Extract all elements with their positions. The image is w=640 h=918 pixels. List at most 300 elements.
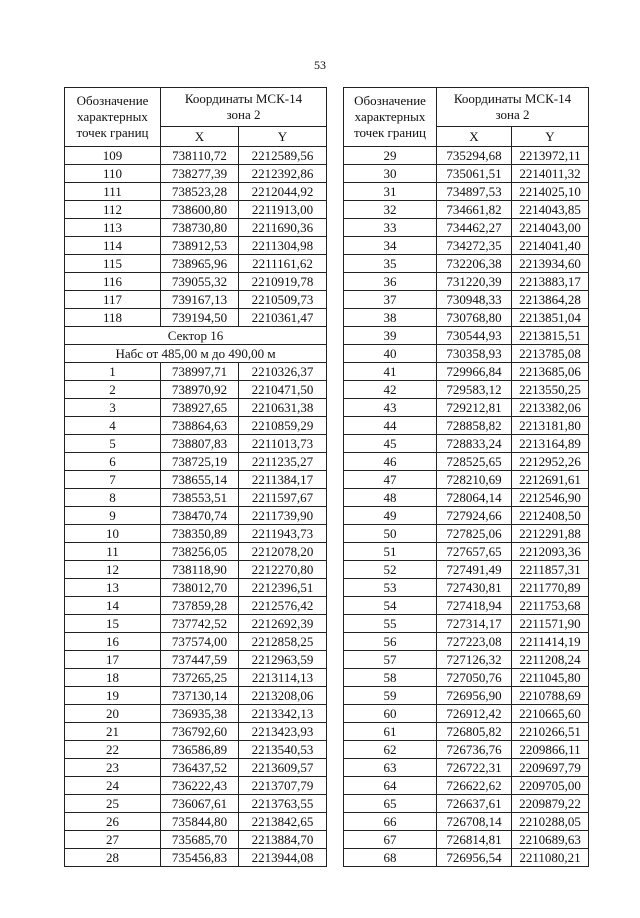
point-number: 36 [344, 273, 437, 291]
point-number: 43 [344, 399, 437, 417]
point-number: 42 [344, 381, 437, 399]
header-point-designation: Обозначение характерных точек границ [344, 88, 437, 147]
table-row [65, 165, 327, 183]
table-row [65, 597, 327, 615]
point-number: 47 [344, 471, 437, 489]
coord-y: 2213883,17 [512, 273, 589, 291]
table-row [65, 507, 327, 525]
table-row [65, 741, 327, 759]
sector-title-row [65, 327, 327, 345]
table-row [344, 345, 589, 363]
coord-y: 2214011,32 [512, 165, 589, 183]
point-number: 60 [344, 705, 437, 723]
table-row [344, 507, 589, 525]
point-number: 21 [65, 723, 161, 741]
coord-y: 2210471,50 [239, 381, 327, 399]
coord-y: 2214041,40 [512, 237, 589, 255]
point-number: 61 [344, 723, 437, 741]
coord-x: 729212,81 [437, 399, 512, 417]
point-number: 14 [65, 597, 161, 615]
coord-x: 738012,70 [161, 579, 239, 597]
coord-x: 726722,31 [437, 759, 512, 777]
point-number: 44 [344, 417, 437, 435]
coord-y: 2210266,51 [512, 723, 589, 741]
table-row [65, 705, 327, 723]
table-row [65, 651, 327, 669]
coord-y: 2210689,63 [512, 831, 589, 849]
point-number: 15 [65, 615, 161, 633]
point-number: 51 [344, 543, 437, 561]
table-row [344, 543, 589, 561]
coord-y: 2211045,80 [512, 669, 589, 687]
coord-y: 2212392,86 [239, 165, 327, 183]
coord-y: 2212396,51 [239, 579, 327, 597]
coord-x: 727223,08 [437, 633, 512, 651]
table-row [65, 183, 327, 201]
coord-x: 737859,28 [161, 597, 239, 615]
table-row [65, 759, 327, 777]
table-row [65, 291, 327, 309]
coord-x: 738864,63 [161, 417, 239, 435]
coord-y: 2214043,00 [512, 219, 589, 237]
header-x: X [161, 127, 239, 147]
table-row [344, 489, 589, 507]
coord-y: 2212952,26 [512, 453, 589, 471]
coord-y: 2209705,00 [512, 777, 589, 795]
coord-x: 736586,89 [161, 741, 239, 759]
point-number: 22 [65, 741, 161, 759]
coord-y: 2213851,04 [512, 309, 589, 327]
coord-x: 732206,38 [437, 255, 512, 273]
coord-y: 2213540,53 [239, 741, 327, 759]
point-number: 109 [65, 147, 161, 165]
coord-y: 2210665,60 [512, 705, 589, 723]
coord-y: 2209866,11 [512, 741, 589, 759]
coord-x: 730768,80 [437, 309, 512, 327]
point-number: 4 [65, 417, 161, 435]
coord-x: 738600,80 [161, 201, 239, 219]
coord-x: 728064,14 [437, 489, 512, 507]
coord-x: 737574,00 [161, 633, 239, 651]
coordinates-table-left [64, 87, 327, 867]
coord-y: 2213208,06 [239, 687, 327, 705]
table-row [344, 759, 589, 777]
coord-x: 731220,39 [437, 273, 512, 291]
table-row [344, 471, 589, 489]
coord-y: 2213884,70 [239, 831, 327, 849]
coord-x: 734462,27 [437, 219, 512, 237]
point-number: 18 [65, 669, 161, 687]
point-number: 26 [65, 813, 161, 831]
table-row [344, 255, 589, 273]
coord-y: 2211597,67 [239, 489, 327, 507]
table-row [344, 849, 589, 867]
point-number: 117 [65, 291, 161, 309]
coord-x: 737742,52 [161, 615, 239, 633]
point-number: 30 [344, 165, 437, 183]
coord-x: 738655,14 [161, 471, 239, 489]
table-row [65, 795, 327, 813]
table-row [344, 741, 589, 759]
table-row [65, 561, 327, 579]
coord-y: 2212291,88 [512, 525, 589, 543]
point-number: 46 [344, 453, 437, 471]
point-number: 10 [65, 525, 161, 543]
coord-x: 739167,13 [161, 291, 239, 309]
table-row [344, 273, 589, 291]
point-number: 38 [344, 309, 437, 327]
point-number: 27 [65, 831, 161, 849]
coord-y: 2213864,28 [512, 291, 589, 309]
coord-y: 2210859,29 [239, 417, 327, 435]
point-number: 52 [344, 561, 437, 579]
coord-y: 2211739,90 [239, 507, 327, 525]
coord-y: 2213934,60 [512, 255, 589, 273]
point-number: 54 [344, 597, 437, 615]
point-number: 40 [344, 345, 437, 363]
header-coordinates: Координаты МСК-14 зона 2 [437, 88, 589, 127]
point-number: 116 [65, 273, 161, 291]
table-row [65, 813, 327, 831]
point-number: 111 [65, 183, 161, 201]
point-number: 64 [344, 777, 437, 795]
sector-range: Набс от 485,00 м до 490,00 м [65, 345, 327, 363]
coord-x: 736437,52 [161, 759, 239, 777]
table-row [344, 795, 589, 813]
coord-x: 727657,65 [437, 543, 512, 561]
table-row [65, 543, 327, 561]
coord-x: 736935,38 [161, 705, 239, 723]
coord-y: 2211161,62 [239, 255, 327, 273]
coord-x: 726956,54 [437, 849, 512, 867]
sector-title: Сектор 16 [65, 327, 327, 345]
table-row [344, 309, 589, 327]
coord-y: 2209697,79 [512, 759, 589, 777]
coord-x: 738118,90 [161, 561, 239, 579]
point-number: 58 [344, 669, 437, 687]
table-row [65, 579, 327, 597]
header-x: X [437, 127, 512, 147]
point-number: 17 [65, 651, 161, 669]
coord-x: 734897,53 [437, 183, 512, 201]
coordinates-table-right [343, 87, 589, 867]
coord-y: 2213609,57 [239, 759, 327, 777]
table-row [344, 687, 589, 705]
point-number: 68 [344, 849, 437, 867]
coord-x: 738110,72 [161, 147, 239, 165]
coord-x: 727491,49 [437, 561, 512, 579]
table-row [344, 183, 589, 201]
coord-y: 2211013,73 [239, 435, 327, 453]
coord-y: 2211208,24 [512, 651, 589, 669]
coord-x: 726912,42 [437, 705, 512, 723]
table-row [65, 723, 327, 741]
coord-y: 2213944,08 [239, 849, 327, 867]
coord-y: 2211690,36 [239, 219, 327, 237]
table-row [344, 723, 589, 741]
sector-range-row [65, 345, 327, 363]
coord-y: 2214043,85 [512, 201, 589, 219]
coord-x: 738277,39 [161, 165, 239, 183]
table-row [344, 651, 589, 669]
coord-y: 2211913,00 [239, 201, 327, 219]
table-row [344, 399, 589, 417]
coord-x: 735456,83 [161, 849, 239, 867]
coord-x: 739055,32 [161, 273, 239, 291]
point-number: 45 [344, 435, 437, 453]
table-row [65, 255, 327, 273]
coord-x: 738470,74 [161, 507, 239, 525]
table-row [344, 813, 589, 831]
table-row [344, 417, 589, 435]
header-y: Y [512, 127, 589, 147]
coord-x: 727825,06 [437, 525, 512, 543]
table-row [344, 435, 589, 453]
table-row [344, 165, 589, 183]
coord-y: 2212270,80 [239, 561, 327, 579]
coord-y: 2210361,47 [239, 309, 327, 327]
point-number: 39 [344, 327, 437, 345]
table-row [344, 831, 589, 849]
point-number: 56 [344, 633, 437, 651]
coord-y: 2211384,17 [239, 471, 327, 489]
table-row [65, 525, 327, 543]
coord-y: 2210288,05 [512, 813, 589, 831]
point-number: 59 [344, 687, 437, 705]
table-row [344, 201, 589, 219]
coord-x: 726708,14 [437, 813, 512, 831]
coord-y: 2212093,36 [512, 543, 589, 561]
coord-x: 735061,51 [437, 165, 512, 183]
point-number: 12 [65, 561, 161, 579]
point-number: 2 [65, 381, 161, 399]
coord-y: 2213685,06 [512, 363, 589, 381]
point-number: 63 [344, 759, 437, 777]
coord-y: 2210631,38 [239, 399, 327, 417]
table-row [344, 633, 589, 651]
coord-x: 730544,93 [437, 327, 512, 345]
point-number: 48 [344, 489, 437, 507]
table-row [65, 489, 327, 507]
coord-y: 2213550,25 [512, 381, 589, 399]
table-row [344, 327, 589, 345]
coord-x: 734272,35 [437, 237, 512, 255]
point-number: 115 [65, 255, 161, 273]
coord-y: 2213842,65 [239, 813, 327, 831]
table-row [344, 777, 589, 795]
coord-y: 2213382,06 [512, 399, 589, 417]
coord-x: 727314,17 [437, 615, 512, 633]
coord-x: 738970,92 [161, 381, 239, 399]
coord-x: 739194,50 [161, 309, 239, 327]
coord-x: 737130,14 [161, 687, 239, 705]
table-row [344, 525, 589, 543]
coord-x: 726637,61 [437, 795, 512, 813]
coord-x: 735685,70 [161, 831, 239, 849]
coord-x: 737265,25 [161, 669, 239, 687]
coord-x: 738912,53 [161, 237, 239, 255]
table-row [65, 381, 327, 399]
coord-y: 2212692,39 [239, 615, 327, 633]
coord-x: 738256,05 [161, 543, 239, 561]
point-number: 6 [65, 453, 161, 471]
coord-x: 726814,81 [437, 831, 512, 849]
point-number: 13 [65, 579, 161, 597]
table-row [344, 669, 589, 687]
table-row [65, 219, 327, 237]
coord-y: 2212589,56 [239, 147, 327, 165]
coord-x: 729583,12 [437, 381, 512, 399]
point-number: 16 [65, 633, 161, 651]
coord-y: 2211753,68 [512, 597, 589, 615]
point-number: 31 [344, 183, 437, 201]
table-row [65, 669, 327, 687]
page-number: 53 [314, 58, 326, 72]
point-number: 28 [65, 849, 161, 867]
table-row [65, 471, 327, 489]
table-row [65, 147, 327, 165]
coord-x: 729966,84 [437, 363, 512, 381]
coord-y: 2212576,42 [239, 597, 327, 615]
coord-x: 738730,80 [161, 219, 239, 237]
coord-x: 728833,24 [437, 435, 512, 453]
table-row [344, 147, 589, 165]
coord-y: 2212408,50 [512, 507, 589, 525]
coord-x: 727126,32 [437, 651, 512, 669]
coord-y: 2213972,11 [512, 147, 589, 165]
table-row [65, 273, 327, 291]
coord-x: 738997,71 [161, 363, 239, 381]
point-number: 112 [65, 201, 161, 219]
coord-x: 726736,76 [437, 741, 512, 759]
point-number: 32 [344, 201, 437, 219]
table-row [344, 705, 589, 723]
point-number: 50 [344, 525, 437, 543]
coord-y: 2212078,20 [239, 543, 327, 561]
header-coordinates: Координаты МСК-14 зона 2 [161, 88, 327, 127]
coord-x: 738725,19 [161, 453, 239, 471]
table-row [344, 615, 589, 633]
point-number: 29 [344, 147, 437, 165]
coord-x: 738553,51 [161, 489, 239, 507]
point-number: 34 [344, 237, 437, 255]
point-number: 41 [344, 363, 437, 381]
coord-y: 2210919,78 [239, 273, 327, 291]
coord-y: 2212691,61 [512, 471, 589, 489]
coord-y: 2214025,10 [512, 183, 589, 201]
table-row [344, 597, 589, 615]
point-number: 24 [65, 777, 161, 795]
point-number: 20 [65, 705, 161, 723]
header-point-designation: Обозначение характерных точек границ [65, 88, 161, 147]
table-row [344, 579, 589, 597]
coord-y: 2211943,73 [239, 525, 327, 543]
coord-y: 2209879,22 [512, 795, 589, 813]
point-number: 113 [65, 219, 161, 237]
point-number: 3 [65, 399, 161, 417]
coord-y: 2212546,90 [512, 489, 589, 507]
coord-x: 727050,76 [437, 669, 512, 687]
table-row [65, 201, 327, 219]
table-row [344, 381, 589, 399]
table-row [65, 831, 327, 849]
coord-x: 728525,65 [437, 453, 512, 471]
point-number: 62 [344, 741, 437, 759]
coord-x: 730358,93 [437, 345, 512, 363]
coord-y: 2211080,21 [512, 849, 589, 867]
coord-y: 2213164,89 [512, 435, 589, 453]
coord-x: 734661,82 [437, 201, 512, 219]
coord-x: 727430,81 [437, 579, 512, 597]
coord-y: 2211304,98 [239, 237, 327, 255]
point-number: 37 [344, 291, 437, 309]
coord-x: 738350,89 [161, 525, 239, 543]
header-y: Y [239, 127, 327, 147]
point-number: 49 [344, 507, 437, 525]
table-row [344, 219, 589, 237]
point-number: 66 [344, 813, 437, 831]
table-row [65, 849, 327, 867]
point-number: 55 [344, 615, 437, 633]
coord-y: 2213815,51 [512, 327, 589, 345]
point-number: 35 [344, 255, 437, 273]
coord-x: 728210,69 [437, 471, 512, 489]
coord-x: 738965,96 [161, 255, 239, 273]
coord-y: 2211414,19 [512, 633, 589, 651]
point-number: 19 [65, 687, 161, 705]
coord-y: 2213707,79 [239, 777, 327, 795]
coord-x: 727418,94 [437, 597, 512, 615]
coord-y: 2213763,55 [239, 795, 327, 813]
coord-y: 2210788,69 [512, 687, 589, 705]
coord-y: 2212858,25 [239, 633, 327, 651]
table-row [65, 453, 327, 471]
table-row [65, 399, 327, 417]
coord-y: 2211235,27 [239, 453, 327, 471]
point-number: 5 [65, 435, 161, 453]
coord-x: 726622,62 [437, 777, 512, 795]
coord-y: 2213342,13 [239, 705, 327, 723]
coord-y: 2210509,73 [239, 291, 327, 309]
point-number: 67 [344, 831, 437, 849]
coord-x: 738927,65 [161, 399, 239, 417]
table-row [65, 615, 327, 633]
table-row [65, 417, 327, 435]
coord-y: 2212963,59 [239, 651, 327, 669]
point-number: 1 [65, 363, 161, 381]
point-number: 23 [65, 759, 161, 777]
point-number: 114 [65, 237, 161, 255]
coord-y: 2213181,80 [512, 417, 589, 435]
table-row [65, 777, 327, 795]
coord-x: 736792,60 [161, 723, 239, 741]
coord-x: 726956,90 [437, 687, 512, 705]
point-number: 65 [344, 795, 437, 813]
coord-y: 2213114,13 [239, 669, 327, 687]
coord-x: 735844,80 [161, 813, 239, 831]
point-number: 118 [65, 309, 161, 327]
coord-y: 2211571,90 [512, 615, 589, 633]
point-number: 57 [344, 651, 437, 669]
table-row [344, 291, 589, 309]
coord-x: 738523,28 [161, 183, 239, 201]
coord-x: 737447,59 [161, 651, 239, 669]
point-number: 25 [65, 795, 161, 813]
coord-y: 2213785,08 [512, 345, 589, 363]
coord-y: 2211857,31 [512, 561, 589, 579]
table-row [65, 633, 327, 651]
point-number: 11 [65, 543, 161, 561]
